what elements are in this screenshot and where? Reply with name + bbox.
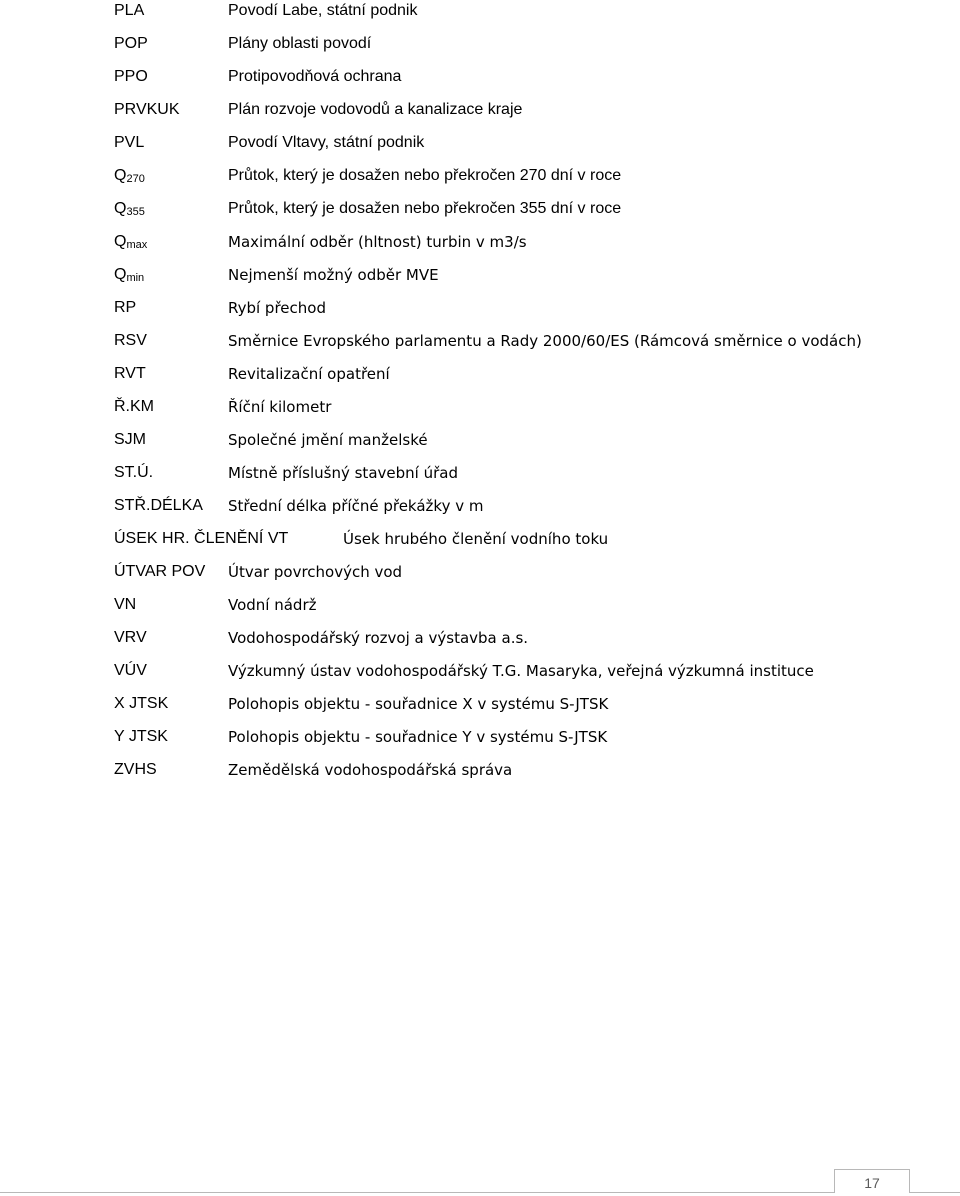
abbreviation: PRVKUK <box>114 101 180 118</box>
abbreviation-row <box>0 297 960 327</box>
abbreviation-meaning: Povodí Labe, státní podnik <box>228 2 418 19</box>
abbreviation: RVT <box>114 365 146 382</box>
abbreviation-meaning: Průtok, který je dosažen nebo překročen 355 dní v roce <box>228 200 622 217</box>
abbreviation-meaning: Říční kilometr <box>228 398 332 416</box>
abbreviation: RSV <box>114 332 147 349</box>
abbreviation-base: Q <box>114 200 127 217</box>
abbreviation-row <box>0 99 960 129</box>
abbreviation-row <box>0 33 960 63</box>
abbreviation-subscript: max <box>126 239 148 251</box>
abbreviation-meaning: Úsek hrubého členění vodního toku <box>343 530 609 548</box>
abbreviation-row <box>0 132 960 162</box>
abbreviation-meaning: Útvar povrchových vod <box>228 563 403 581</box>
abbreviation-meaning: Rybí přechod <box>228 299 326 317</box>
abbreviation-meaning: Vodní nádrž <box>228 596 317 614</box>
abbreviation-meaning: Místně příslušný stavební úřad <box>228 464 458 482</box>
abbreviation <box>114 165 145 188</box>
abbreviation-row <box>0 660 960 690</box>
abbreviation-subscript: 270 <box>126 173 145 185</box>
abbreviation: VN <box>114 596 137 613</box>
abbreviation: ÚSEK HR. ČLENĚNÍ VT <box>114 530 289 547</box>
abbreviation-meaning: Povodí Vltavy, státní podnik <box>228 134 425 151</box>
abbreviation-row <box>0 726 960 756</box>
abbreviation <box>114 264 144 287</box>
abbreviation: PPO <box>114 68 148 85</box>
abbreviation: PVL <box>114 134 145 151</box>
abbreviation-row <box>0 495 960 525</box>
abbreviation-subscript: min <box>126 272 145 284</box>
abbreviation: RP <box>114 299 137 316</box>
abbreviation-base: Q <box>114 233 127 250</box>
abbreviation-row <box>0 594 960 624</box>
abbreviation-meaning: Plán rozvoje vodovodů a kanalizace kraje <box>228 101 523 118</box>
abbreviation: ST.Ú. <box>114 464 154 481</box>
abbreviation-row <box>0 231 960 261</box>
abbreviation-row <box>0 264 960 294</box>
abbreviation-meaning: Nejmenší možný odběr MVE <box>228 266 439 284</box>
abbreviation-row <box>0 462 960 492</box>
abbreviation <box>114 231 147 254</box>
abbreviation-subscript: 355 <box>126 206 145 218</box>
abbreviation-meaning: Polohopis objektu - souřadnice X v systému S-JTSK <box>228 695 609 713</box>
abbreviation-row <box>0 528 960 558</box>
abbreviation-row <box>0 759 960 789</box>
abbreviation: VÚV <box>114 662 147 679</box>
abbreviation-meaning: Výzkumný ústav vodohospodářský T.G. Masaryka, veřejná výzkumná instituce <box>228 662 814 680</box>
abbreviation: VRV <box>114 629 147 646</box>
abbreviation-meaning: Směrnice Evropského parlamentu a Rady 2000/60/ES (Rámcová směrnice o vodách) <box>228 332 862 350</box>
abbreviation: ÚTVAR POV <box>114 563 206 580</box>
abbreviation: ZVHS <box>114 761 157 778</box>
abbreviation-meaning: Maximální odběr (hltnost) turbin v m3/s <box>228 233 527 251</box>
abbreviation: PLA <box>114 2 145 19</box>
page-number: 17 <box>834 1169 910 1193</box>
abbreviation <box>114 198 145 221</box>
abbreviation: X JTSK <box>114 695 169 712</box>
abbreviation-meaning: Protipovodňová ochrana <box>228 68 402 85</box>
abbreviation: STŘ.DÉLKA <box>114 497 203 514</box>
abbreviation-row <box>0 0 960 30</box>
abbreviation-meaning: Revitalizační opatření <box>228 365 390 383</box>
abbreviation-row <box>0 429 960 459</box>
abbreviation-row <box>0 396 960 426</box>
abbreviation-meaning: Vodohospodářský rozvoj a výstavba a.s. <box>228 629 529 647</box>
abbreviation-row <box>0 66 960 96</box>
abbreviation-meaning: Průtok, který je dosažen nebo překročen 270 dní v roce <box>228 167 622 184</box>
abbreviation: Y JTSK <box>114 728 168 745</box>
page-footer <box>0 1160 960 1195</box>
abbreviation-base: Q <box>114 266 127 283</box>
abbreviation-base: Q <box>114 167 127 184</box>
abbreviation-meaning: Polohopis objektu - souřadnice Y v systému S-JTSK <box>228 728 608 746</box>
abbreviation-meaning: Společné jmění manželské <box>228 431 428 449</box>
abbreviation: POP <box>114 35 148 52</box>
footer-divider <box>0 1192 960 1193</box>
abbreviation-row <box>0 627 960 657</box>
abbreviation-row <box>0 561 960 591</box>
abbreviation-row <box>0 693 960 723</box>
abbreviation-row <box>0 363 960 393</box>
abbreviation-row <box>0 330 960 360</box>
abbreviation-meaning: Plány oblasti povodí <box>228 35 372 52</box>
abbreviation-row <box>0 165 960 195</box>
abbreviation: Ř.KM <box>114 398 154 415</box>
abbreviation: SJM <box>114 431 146 448</box>
abbreviation-row <box>0 198 960 228</box>
abbreviation-meaning: Zemědělská vodohospodářská správa <box>228 761 513 779</box>
abbreviation-meaning: Střední délka příčné překážky v m <box>228 497 484 515</box>
